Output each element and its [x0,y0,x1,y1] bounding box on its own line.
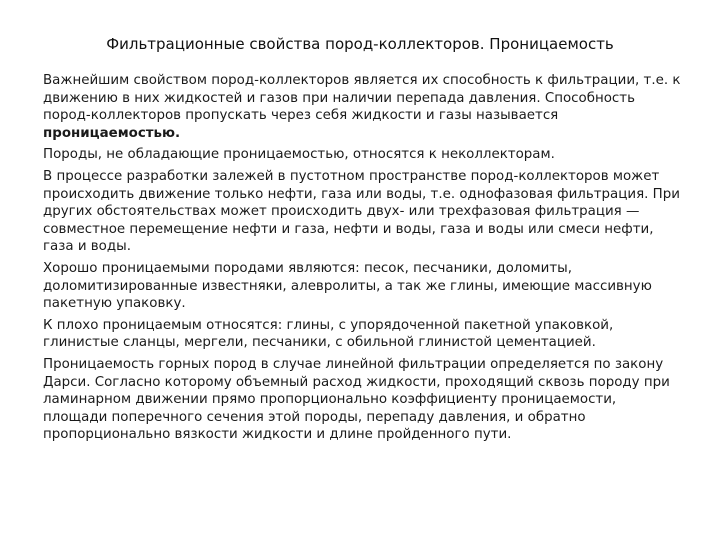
paragraph-poor-permeability: К плохо проницаемым относятся: глины, с упорядоченной пакетной упаковкой, глинистые сланцы, мергели, песчаники, с обильной глинистой цементацией. [43,317,614,351]
paragraph-text: Важнейшим свойством пород-коллекторов является их способность к фильтрации, т.е. к движению в них жидкостей и газов при наличии перепада давления. Способность пород-коллекторов пропускать через себя жидкости и газы называется [43,73,681,124]
paragraph-reservoir-property [43,72,683,142]
paragraph-filtration-phases: В процессе разработки залежей в пустотном пространстве пород-коллекторов может происходить движение только нефти, газа или воды, т.е. однофазовая фильтрация. При других обстоятельствах может происходить двух- или трехфазовая фильтрация — совместное перемещение нефти и газа, нефти и воды, газа и воды или смеси нефти, газа и воды. [43,168,680,255]
paragraph-darcy-law: Проницаемость горных пород в случае линейной фильтрации определяется по закону Дарси. Согласно которому объемный расход жидкости, проходящий сквозь породу при ламинарном движении прямо пропорционально коэффициенту проницаемости, площади поперечного сечения этой породы, перепаду давления, и обратно пропорционально вязкости жидкости и длине пройденного пути. [43,356,670,443]
slide-title: Фильтрационные свойства пород-коллекторов. Проницаемость [106,35,614,53]
paragraph-non-reservoirs: Породы, не обладающие проницаемостью, относятся к неколлекторам. [43,147,555,163]
slide-body [43,72,683,448]
term-permeability: проницаемостью. [43,125,181,141]
paragraph-good-permeability: Хорошо проницаемыми породами являются: песок, песчаники, доломиты, доломитизированные известняки, алевролиты, а так же глины, имеющие массивную пакетную упаковку. [43,260,652,312]
